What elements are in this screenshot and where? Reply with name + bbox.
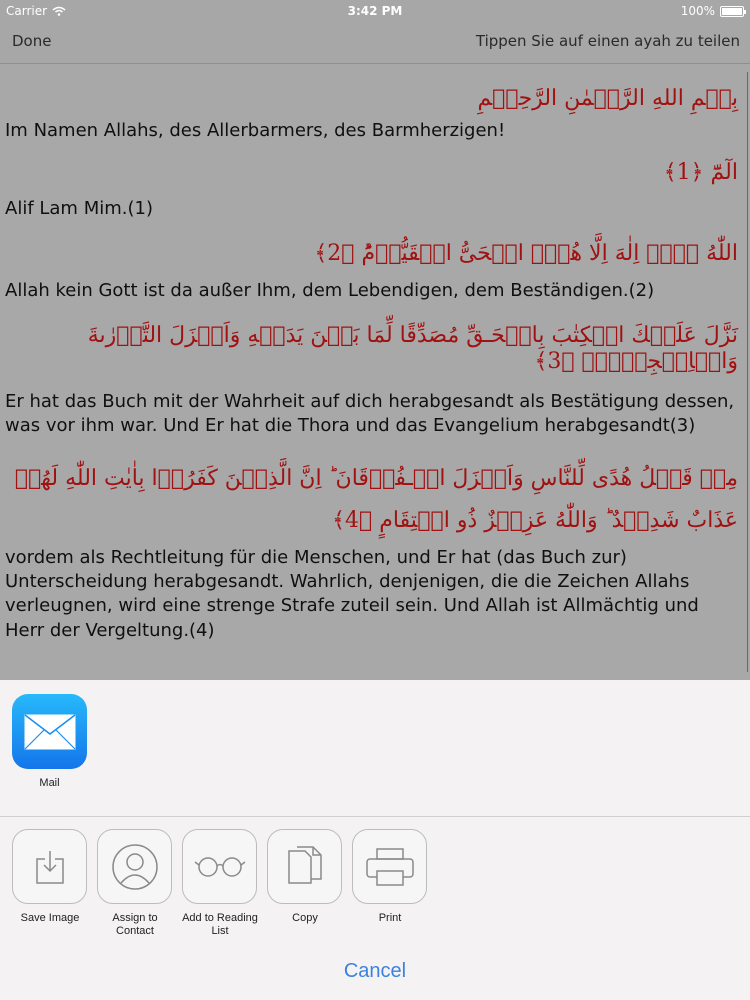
- verse-arabic[interactable]: اللّٰهُ لَاۤ اِلٰهَ اِلَّا هُوَۙ الۡحَىُّ الۡقَيُّوۡمُؕ ﴿2﴾: [314, 241, 738, 267]
- verse-content: [0, 64, 750, 680]
- margin-rule: [747, 72, 748, 672]
- done-button[interactable]: Done: [12, 32, 52, 50]
- verse-translation[interactable]: Er hat das Buch mit der Wahrheit auf dich herabgesandt als Bestätigung dessen, was vor ihm war. Und Er hat die Thora und das Evangelium herabgesandt(3): [5, 390, 735, 436]
- share-hint: Tippen Sie auf einen ayah zu teilen: [475, 32, 740, 50]
- battery-status: [681, 4, 744, 18]
- action-label: Copy: [292, 912, 318, 924]
- action-assign-to-contact[interactable]: [97, 829, 173, 938]
- carrier-label: Carrier: [6, 4, 48, 18]
- share-apps-row: [0, 680, 750, 816]
- print-icon[interactable]: [352, 829, 427, 904]
- verse-arabic[interactable]: بِسۡمِ اللهِ الرَّحۡمٰنِ الرَّحِيۡمِ: [477, 86, 738, 111]
- sheet-divider: [0, 816, 750, 817]
- action-save-image[interactable]: [12, 829, 88, 925]
- action-label: Add to Reading List: [182, 912, 258, 937]
- action-label: Print: [378, 912, 402, 924]
- verse-arabic[interactable]: نَزَّلَ عَلَيۡكَ الۡكِتٰبَ بِالۡحَـقِّ مُصَدِّقًا لِّمَا بَيۡنَ يَدَيۡهِ وَاَنۡزَلَ التَّوۡرٰٮةَ وَالۡاِنۡجِيۡلَۙ ﴿3﴾: [87, 322, 738, 375]
- verse-translation[interactable]: Allah kein Gott ist da außer Ihm, dem Lebendigen, dem Beständigen.(2): [5, 279, 655, 301]
- navigation-bar: [0, 22, 750, 64]
- verse-arabic[interactable]: الٓمّٓ ﴿1﴾: [663, 159, 738, 185]
- verse-translation[interactable]: vordem als Rechtleitung für die Menschen, und Er hat (das Buch zur) Unterscheidung herabgesandt. Wahrlich, denjenigen, die die Zeichen Allahs verleugnen, wird eine strenge Strafe zuteil sein. Und Allah ist Allmächtig und Herr der Vergeltung.(4): [5, 546, 699, 641]
- status-bar: [0, 0, 750, 22]
- cancel-button[interactable]: Cancel: [343, 960, 407, 982]
- action-copy[interactable]: [267, 829, 343, 925]
- share-app-label: Mail: [39, 777, 60, 789]
- action-print[interactable]: [352, 829, 428, 925]
- share-app-mail[interactable]: [12, 694, 87, 789]
- share-sheet: [0, 680, 750, 1000]
- battery-percent: 100%: [680, 4, 715, 18]
- contact-icon[interactable]: [97, 829, 172, 904]
- verse-arabic[interactable]: مِنۡ قَبۡلُ هُدًى لِّلنَّاسِ وَاَنۡزَلَ الۡـفُرۡقَانَ ؕ اِنَّ الَّذِيۡنَ كَفَرُوۡا بِاٰيٰتِ اللّٰهِ لَهُمۡ عَذَابٌ شَدِيۡدٌ ؕ وَاللّٰهُ عَزِيۡزٌ ذُو انۡتِقَامٍ ﴿4﴾: [14, 466, 738, 533]
- verse-translation[interactable]: Alif Lam Mim.(1): [5, 197, 153, 219]
- battery-icon: [720, 6, 744, 17]
- mail-icon[interactable]: [12, 694, 87, 769]
- action-label: Save Image: [20, 912, 80, 924]
- clock: 3:42 PM: [347, 4, 403, 18]
- action-label: Assign to Contact: [112, 912, 158, 937]
- action-add-to-reading-list[interactable]: [182, 829, 258, 938]
- reading-list-icon[interactable]: [182, 829, 257, 904]
- save-image-icon[interactable]: [12, 829, 87, 904]
- verse-translation[interactable]: Im Namen Allahs, des Allerbarmers, des Barmherzigen!: [5, 120, 506, 142]
- copy-icon[interactable]: [267, 829, 342, 904]
